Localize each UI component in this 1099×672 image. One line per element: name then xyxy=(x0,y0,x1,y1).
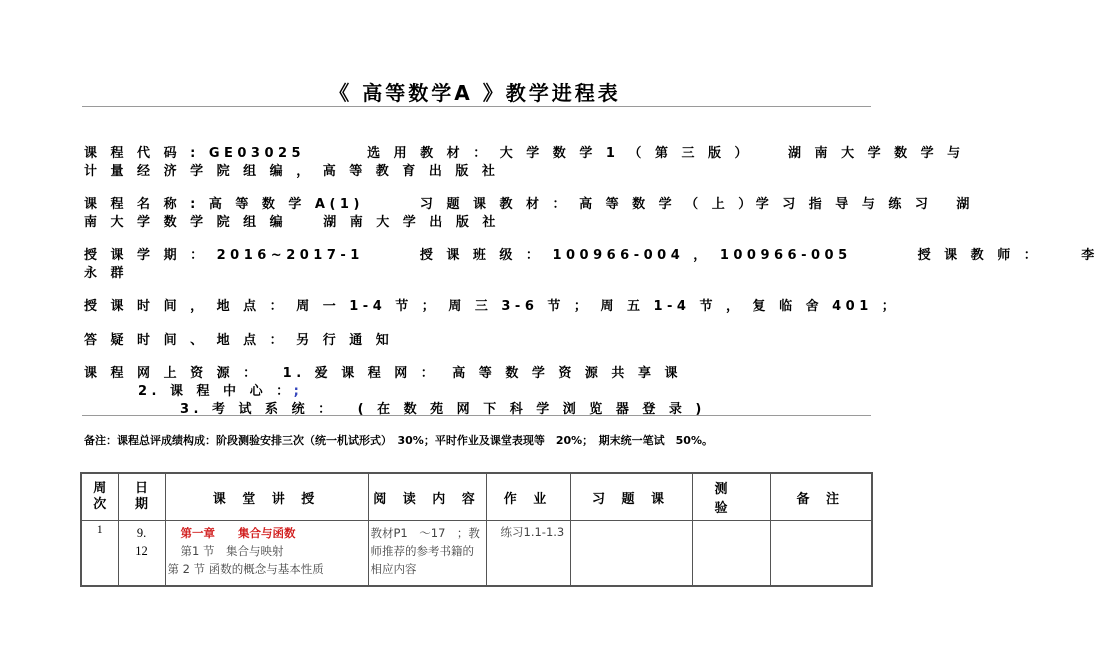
resources-label: 课 程 网 上 资 源 ： xyxy=(84,366,261,381)
info-line-3 xyxy=(84,244,1099,263)
exercise-publisher-cont xyxy=(84,211,500,230)
cell-date xyxy=(118,521,165,587)
resource-3: 3. 考 试 系 统 ： xyxy=(180,402,336,417)
page-title: 《 高等数学A 》教学进程表 xyxy=(329,81,621,105)
table-row xyxy=(81,521,872,587)
header-date xyxy=(118,473,165,521)
cell-lecture xyxy=(165,521,368,587)
title-divider xyxy=(82,106,871,107)
cell-test xyxy=(692,521,770,587)
header-homework: 作 业 xyxy=(486,473,570,521)
cell-exercise xyxy=(570,521,692,587)
resource-2-line xyxy=(138,380,303,399)
textbook: 选 用 教 材 ： 大 学 数 学 1 （ 第 三 版 ） xyxy=(367,146,753,161)
lecture-chapter: 第一章 集合与函数 xyxy=(180,526,296,540)
header-lecture: 课 堂 讲 授 xyxy=(165,473,368,521)
teacher-name-cont: 永 群 xyxy=(84,266,129,281)
lecture-section-2: 第 2 节 函数的概念与基本性质 xyxy=(167,562,324,576)
textbook-publisher: 湖 南 大 学 数 学 与 xyxy=(788,146,965,161)
course-name: 课 程 名 称 : 高 等 数 学 A(1) xyxy=(84,197,364,212)
resources-line xyxy=(84,362,682,381)
qa-info: 答 疑 时 间 、 地 点 ： 另 行 通 知 xyxy=(84,333,394,348)
table-header-row xyxy=(81,473,872,521)
lecture-section-1: 第1 节 集合与映射 xyxy=(180,544,284,558)
header-date-label: 日期 xyxy=(134,481,148,512)
header-remark: 备 注 xyxy=(770,473,872,521)
cell-homework: 练习1.1-1.3 xyxy=(486,521,570,587)
header-reading: 阅 读 内 容 xyxy=(368,473,486,521)
grading-note: 备注：课程总评成绩构成：阶段测验安排三次（统一机试形式） 30%；平时作业及课堂表现等 20%； 期末统一笔试 50%。 xyxy=(84,434,713,447)
cell-week: 1 xyxy=(81,521,118,587)
resource-1-value: 高 等 数 学 资 源 共 享 课 xyxy=(452,366,682,381)
header-week-label: 周次 xyxy=(93,481,107,512)
info-line-1 xyxy=(84,142,965,161)
info-line-2 xyxy=(84,193,974,212)
exercise-press: 湖 南 大 学 出 版 社 xyxy=(323,215,500,230)
classes: 授 课 班 级 ： 100966-004 ， 100966-005 xyxy=(419,248,852,263)
exercise-publisher: 湖 xyxy=(956,197,974,212)
exercise-book: 习 题 课 教 材 ： 高 等 数 学 （ 上 ）学 习 指 导 与 练 习 xyxy=(419,197,933,212)
teacher-name: 李 xyxy=(1081,248,1099,263)
header-exercise: 习 题 课 xyxy=(570,473,692,521)
semester: 授 课 学 期 ： 2016~2017-1 xyxy=(84,248,364,263)
header-week xyxy=(81,473,118,521)
course-code: 课 程 代 码 : GE03025 xyxy=(84,146,306,161)
header-test: 测 验 xyxy=(692,473,770,521)
cell-remark xyxy=(770,521,872,587)
resource-2: 2. 课 程 中 心 ： xyxy=(138,384,294,399)
resource-3-value: ( 在 数 苑 网 下 科 学 浏 览 器 登 录 ) xyxy=(357,402,706,417)
textbook-publisher-cont: 计 量 经 济 学 院 组 编 ， 高 等 教 育 出 版 社 xyxy=(84,164,500,179)
cell-reading: 教材P1 ～17 ；教师推荐的参考书籍的相应内容 xyxy=(368,521,486,587)
info-divider xyxy=(82,415,871,416)
time-place: 授 课 时 间 ， 地 点 ： 周 一 1-4 节 ； 周 三 3-6 节 ； 周 五 1-4 节 ， 复 临 舍 401 ； xyxy=(84,299,900,314)
schedule-table xyxy=(80,472,873,587)
cell-date-text: 9. 12 xyxy=(135,526,148,558)
teacher-label: 授 课 教 师 ： xyxy=(917,248,1042,263)
resource-2-value: ; xyxy=(293,384,304,399)
resource-1: 1. 爱 课 程 网 ： xyxy=(282,366,439,381)
exercise-org: 南 大 学 数 学 院 组 编 xyxy=(84,215,288,230)
